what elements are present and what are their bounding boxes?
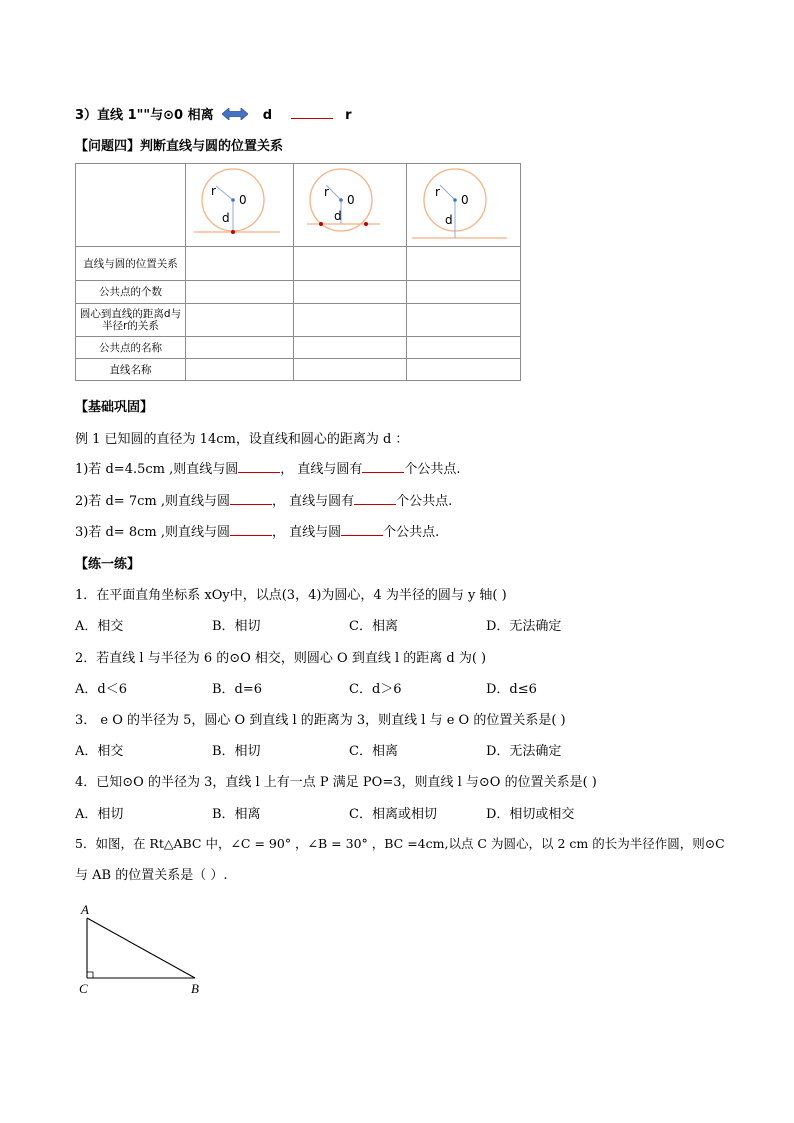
table-row xyxy=(76,281,521,304)
vertex-a-label: A xyxy=(81,902,89,917)
answer-cell[interactable] xyxy=(186,359,294,381)
practice-heading: 【练一练】 xyxy=(75,557,141,572)
q3-text: 3． e O 的半径为 5，圆心 O 到直线 l 的距离为 3，则直线 l 与 e O 的位置关系是( ) xyxy=(75,713,566,728)
table-row xyxy=(76,247,521,281)
row-label: 公共点的名称 xyxy=(76,337,186,359)
fig1-r-label: r xyxy=(211,184,216,198)
fig1-o-label: 0 xyxy=(239,193,247,207)
q2-option-b[interactable]: B．d=6 xyxy=(212,682,263,697)
q2-text: 2．若直线 l 与半径为 6 的⊙O 相交，则圆心 O 到直线 l 的距离 d 为( ) xyxy=(75,651,487,666)
top-line-d: d xyxy=(262,108,273,123)
q1-option-b[interactable]: B．相切 xyxy=(212,619,261,634)
table-row xyxy=(76,304,521,337)
row-label: 公共点的个数 xyxy=(76,281,186,304)
item-3-text-a: 3)若 d= 8cm ,则直线与圆 xyxy=(75,525,230,540)
item-1-text-a: 1)若 d=4.5cm ,则直线与圆 xyxy=(75,462,239,477)
q4-text: 4．已知⊙O 的半径为 3，直线 l 上有一点 P 满足 PO=3，则直线 l 与⊙O 的位置关系是( ) xyxy=(75,775,597,790)
figure-cell-tangent xyxy=(294,164,407,247)
fig3-d-label: d xyxy=(445,213,453,227)
item-1-blank-2[interactable] xyxy=(362,461,404,473)
item-1-text-b: ， 直线与圆有 xyxy=(280,462,363,477)
answer-cell[interactable] xyxy=(186,337,294,359)
fig2-d-label: d xyxy=(334,209,342,223)
answer-cell[interactable] xyxy=(294,304,407,337)
example-item-3 xyxy=(75,521,439,540)
answer-cell[interactable] xyxy=(294,337,407,359)
q4-option-d[interactable]: D．相切或相交 xyxy=(486,807,575,822)
row-label: 圆心到直线的距离d与半径r的关系 xyxy=(76,304,186,337)
fig2-r-label: r xyxy=(324,185,329,199)
item-3-text-b: ， 直线与圆 xyxy=(271,525,342,540)
q3-option-a[interactable]: A．相交 xyxy=(75,744,124,759)
item-3-blank-2[interactable] xyxy=(341,524,383,536)
q1-option-d[interactable]: D．无法确定 xyxy=(486,619,562,634)
answer-cell[interactable] xyxy=(407,359,521,381)
double-arrow-icon xyxy=(222,108,248,120)
answer-cell[interactable] xyxy=(294,281,407,304)
answer-cell[interactable] xyxy=(186,247,294,281)
q5-line-1: 5．如图，在 Rt△ABC 中，∠C = 90° ，∠B = 30° ，BC =4cm,以点 C 为圆心，以 2 cm 的长为半径作圆，则⊙C xyxy=(75,836,725,851)
answer-cell[interactable] xyxy=(407,304,521,337)
example-1-text: 例 1 已知圆的直径为 14cm，设直线和圆心的距离为 d ： xyxy=(75,432,409,447)
top-line xyxy=(75,104,352,123)
problem4-heading: 【问题四】判断直线与圆的位置关系 xyxy=(75,139,284,154)
item-3-blank-1[interactable] xyxy=(230,524,272,536)
fig2-o-label: 0 xyxy=(347,193,355,207)
item-2-blank-2[interactable] xyxy=(354,493,396,505)
top-line-r: r xyxy=(345,108,352,123)
example-item-2 xyxy=(75,490,452,509)
figure-cell-secant xyxy=(186,164,294,247)
answer-cell[interactable] xyxy=(186,281,294,304)
answer-cell[interactable] xyxy=(407,247,521,281)
triangle-figure xyxy=(75,900,225,1000)
basic-heading: 【基础巩固】 xyxy=(75,400,154,415)
vertex-c-label: C xyxy=(79,981,88,996)
q4-option-c[interactable]: C．相离或相切 xyxy=(349,807,437,822)
item-2-text-a: 2)若 d= 7cm ,则直线与圆 xyxy=(75,494,230,509)
q2-option-a[interactable]: A．d＜6 xyxy=(75,682,127,697)
q3-option-d[interactable]: D．无法确定 xyxy=(486,744,562,759)
vertex-b-label: B xyxy=(191,981,199,996)
fig1-d-label: d xyxy=(222,211,230,225)
q4-option-a[interactable]: A．相切 xyxy=(75,807,124,822)
figure-cell-separate xyxy=(407,164,521,247)
item-2-blank-1[interactable] xyxy=(230,493,272,505)
circle-figure-secant xyxy=(186,164,293,246)
circle-figure-tangent xyxy=(294,164,406,246)
item-2-text-b: ， 直线与圆有 xyxy=(271,494,355,509)
answer-cell[interactable] xyxy=(294,247,407,281)
q2-option-c[interactable]: C．d＞6 xyxy=(349,682,402,697)
item-2-text-c: 个公共点. xyxy=(396,494,453,509)
top-line-blank[interactable] xyxy=(291,107,333,119)
table-row xyxy=(76,337,521,359)
answer-cell[interactable] xyxy=(407,337,521,359)
row-label: 直线与圆的位置关系 xyxy=(76,247,186,281)
table-row xyxy=(76,359,521,381)
example-item-1 xyxy=(75,458,461,477)
top-line-prefix: 3）直线 1""与⊙0 相离 xyxy=(75,108,214,123)
answer-cell[interactable] xyxy=(186,304,294,337)
row-label: 直线名称 xyxy=(76,359,186,381)
item-1-text-c: 个公共点. xyxy=(404,462,461,477)
answer-cell[interactable] xyxy=(407,281,521,304)
q1-text: 1．在平面直角坐标系 xOy中，以点(3，4)为圆心，4 为半径的圆与 y 轴( ) xyxy=(75,588,507,603)
q3-option-c[interactable]: C．相离 xyxy=(349,744,398,759)
q2-option-d[interactable]: D．d≤6 xyxy=(486,682,537,697)
item-3-text-c: 个公共点. xyxy=(383,525,440,540)
relation-table xyxy=(75,163,521,381)
answer-cell[interactable] xyxy=(294,359,407,381)
fig3-r-label: r xyxy=(435,185,440,199)
item-1-blank-1[interactable] xyxy=(238,461,280,473)
q1-option-a[interactable]: A．相交 xyxy=(75,619,124,634)
fig3-o-label: 0 xyxy=(461,193,469,207)
q5-line-2: 与 AB 的位置关系是（ ）. xyxy=(75,868,228,883)
q1-option-c[interactable]: C．相离 xyxy=(349,619,398,634)
table-corner-cell xyxy=(76,164,186,247)
q4-option-b[interactable]: B．相离 xyxy=(212,807,261,822)
q3-option-b[interactable]: B．相切 xyxy=(212,744,261,759)
circle-figure-separate xyxy=(407,164,520,246)
